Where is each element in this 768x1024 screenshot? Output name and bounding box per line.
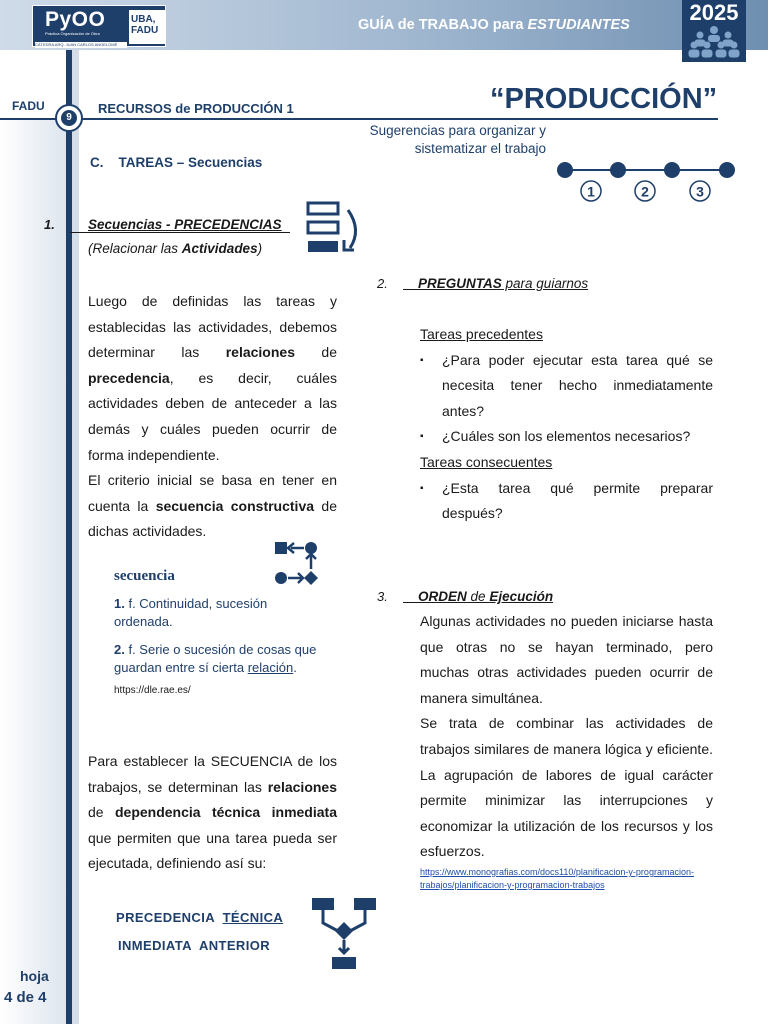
section-header: C. TAREAS – Secuencias	[90, 155, 263, 170]
list-item: ▪ ¿Cuáles son los elementos necesarios?	[420, 424, 713, 450]
section-3-p1: Algunas actividades no pueden iniciarse hasta que otras no se hayan terminado, pero muchas otras actividades pueden ocurrir de manera simultánea.	[420, 613, 713, 706]
list-item: ▪ ¿Para poder ejecutar esta tarea qué se necesita tener hecho inmediatamente antes?	[420, 348, 713, 425]
section-1-rule	[70, 232, 290, 233]
step-1-label: 1	[587, 183, 595, 200]
section-3-number: 3.	[377, 589, 388, 604]
page-number: 4 de 4	[4, 989, 47, 1006]
step-2-label: 2	[641, 183, 649, 200]
logo-subtitle: Práctica Organización de Obra	[45, 31, 100, 36]
left-margin-shade	[0, 120, 66, 1024]
p1-c: de	[294, 344, 338, 361]
year-badge	[682, 0, 746, 62]
section-3-title-c: Ejecución	[489, 589, 554, 604]
section-3-p2: Se trata de combinar las actividades de trabajos similares de manera lógica y eficiente. La agrupación de labores de igual carácter permite minimizar las interrupciones y economizar la utilización de los recursos y los esfuerzos.	[420, 715, 713, 860]
module-badge	[55, 104, 83, 132]
p1-e: , es decir, cuáles actividades deben de anteceder a las demás y cuáles pueden ocurrir de forma independiente.	[88, 369, 337, 463]
def-2-text: f. Serie o sucesión de cosas que guardan entre sí cierta	[114, 642, 317, 675]
sequence-list-icon	[306, 200, 364, 256]
sub-open: (Relacionar las	[88, 241, 182, 256]
precedent-tasks	[420, 322, 713, 450]
step-3-label: 3	[696, 183, 704, 200]
section-1-subtitle	[88, 241, 262, 256]
header-band	[0, 0, 768, 50]
fadu-label: FADU	[12, 99, 45, 113]
def-2-num: 2.	[114, 642, 125, 657]
section-1-paragraph-1	[88, 289, 337, 545]
group-people-icon	[688, 26, 740, 60]
label-1-b: TÉCNICA	[222, 910, 284, 925]
rae-source[interactable]: https://dle.rae.es/	[114, 685, 191, 696]
logo-uba: UBA,	[131, 14, 156, 25]
pyoo-logo	[32, 5, 166, 47]
p1-a: Luego de definidas las tareas y establecidas las actividades, debemos determinar las	[88, 293, 337, 361]
p2-c: de	[88, 804, 115, 821]
section-3-title-b: de	[466, 589, 490, 604]
def-1-num: 1.	[114, 596, 125, 611]
p1-b: relaciones	[225, 344, 295, 361]
consequent-list	[420, 476, 713, 527]
p2-b: relaciones	[267, 778, 337, 795]
p1-g: secuencia constructiva	[155, 497, 315, 514]
precedence-label-2: INMEDIATA ANTERIOR	[118, 938, 271, 953]
sub-close: )	[257, 241, 263, 256]
sub-bold: Actividades	[181, 241, 258, 256]
precedent-list	[420, 348, 713, 450]
p1-h: de dichas actividades.	[88, 497, 337, 540]
list-item: ▪ ¿Esta tarea qué permite preparar después?	[420, 476, 713, 527]
precedence-label-1	[116, 910, 283, 925]
relacion-link[interactable]: relación	[247, 660, 294, 675]
def-1-text: f. Continuidad, sucesión ordenada.	[114, 596, 268, 629]
definition-box	[114, 568, 324, 696]
logo-title: PyOO	[45, 8, 106, 31]
page-title: “PRODUCCIÓN”	[490, 83, 718, 115]
subtitle-line-2: sistematizar el trabajo	[414, 141, 546, 156]
section-3-title	[403, 589, 553, 604]
page-subtitle	[340, 122, 546, 158]
logo-catedra: CÁTEDRA ARQ. JUAN CARLOS ANGELOMÉ	[35, 42, 127, 48]
section-1-title: Secuencias - PRECEDENCIAS	[88, 217, 282, 232]
p2-a: Para establecer la SECUENCIA de los trabajos, se determinan las	[88, 753, 337, 795]
guide-title	[358, 17, 630, 33]
section-3-body	[420, 609, 713, 865]
section-1-paragraph-2	[88, 749, 337, 877]
section-2-number: 2.	[377, 276, 388, 291]
section-2-title	[403, 276, 588, 291]
subtitle-line-1: Sugerencias para organizar y	[369, 123, 546, 138]
p2-d: dependencia técnica inmediata	[114, 804, 337, 821]
monografias-link[interactable]: https://www.monografias.com/docs110/planificacion-y-programacion-trabajos/planificacion-y-programacion-trabajos	[420, 867, 694, 890]
logo-fadu: FADU	[131, 25, 159, 36]
p1-f: El criterio inicial se basa en tener en cuenta la	[88, 472, 337, 514]
definition-item-1	[114, 595, 324, 631]
def-2-end: .	[293, 660, 297, 675]
consequent-tasks	[420, 450, 713, 527]
guide-title-part2: ESTUDIANTES	[527, 17, 630, 33]
flowchart-icon	[311, 897, 379, 971]
label-1-a: PRECEDENCIA	[116, 910, 223, 925]
definition-word: secuencia	[114, 568, 175, 584]
steps-timeline-icon	[555, 158, 737, 206]
section-3-title-a: ORDEN	[418, 589, 467, 604]
title-rule	[0, 118, 718, 120]
uba-badge	[129, 10, 165, 44]
definition-item-2	[114, 641, 324, 677]
p1-d: precedencia	[88, 369, 170, 386]
guide-title-part1: GUÍA de TRABAJO para	[358, 17, 528, 33]
page-label: hoja	[20, 968, 49, 984]
section-1-number: 1.	[44, 217, 55, 232]
p2-e: que permiten que una tarea pueda ser ejecutada, definiendo así su:	[88, 829, 337, 872]
module-number: 9	[61, 110, 77, 126]
precedent-title: Tareas precedentes	[420, 326, 543, 342]
margin-rule-light	[72, 50, 79, 1024]
section-2-title-bold: PREGUNTAS	[418, 276, 502, 291]
course-name: RECURSOS de PRODUCCIÓN 1	[98, 101, 294, 116]
consequent-title: Tareas consecuentes	[420, 454, 553, 470]
year-label: 2025	[689, 0, 739, 25]
section-2-title-rest: para guiarnos	[501, 276, 589, 291]
